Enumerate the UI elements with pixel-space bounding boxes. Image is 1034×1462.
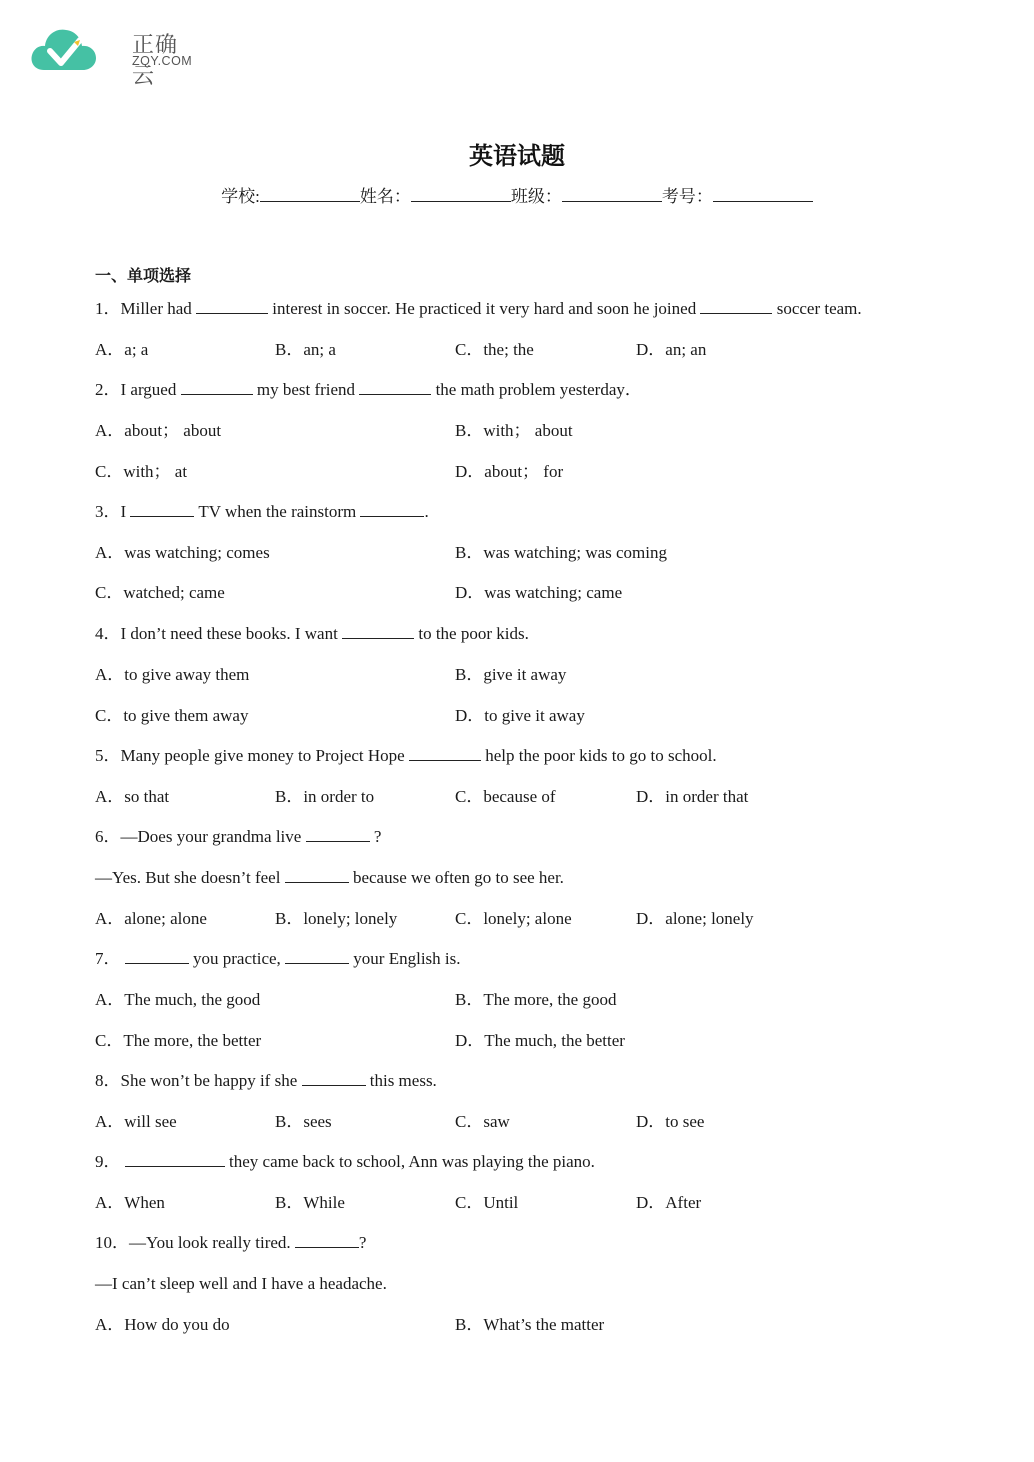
question-5: 5．Many people give money to Project Hope help the poor kids to go to school. [95, 746, 717, 765]
answer-blank [700, 298, 772, 314]
question-4: 4．I don’t need these books. I want to the poor kids. [95, 624, 529, 643]
answer-blank [285, 867, 349, 883]
option-b: B．an; a [275, 340, 336, 359]
option-d: D．alone; lonely [636, 909, 754, 928]
option-a: A．a; a [95, 340, 149, 359]
option-c: C．with； at [95, 462, 188, 481]
answer-blank [295, 1232, 359, 1248]
student-info-line [0, 182, 1034, 207]
option-b: B．While [275, 1193, 345, 1212]
question-10-reply: —I can’t sleep well and I have a headache. [95, 1274, 387, 1293]
option-a: A．was watching; comes [95, 543, 270, 562]
option-b: B．was watching; was coming [455, 543, 667, 562]
answer-blank [360, 501, 424, 517]
question-6: 6．—Does your grandma live ? [95, 827, 382, 846]
question-10: 10．—You look really tired. ? [95, 1233, 367, 1252]
exam-no-blank [713, 187, 813, 202]
logo-text-en: ZQY.COM [132, 54, 193, 68]
answer-blank [285, 948, 349, 964]
answer-blank [125, 948, 189, 964]
question-2: 2．I argued my best friend the math problem yesterday． [95, 380, 642, 399]
option-b: B．give it away [455, 665, 567, 684]
question-9: 9． they came back to school, Ann was playing the piano. [95, 1152, 595, 1171]
logo-text-cn: 正确云 [132, 33, 179, 89]
option-d: D．an; an [636, 340, 707, 359]
answer-blank [306, 826, 370, 842]
option-c: C．watched; came [95, 583, 225, 602]
question-8: 8．She won’t be happy if she this mess. [95, 1071, 437, 1090]
option-d: D．to give it away [455, 706, 585, 725]
option-d: D．After [636, 1193, 702, 1212]
option-b: B．in order to [275, 787, 375, 806]
class-label: 班级： [510, 187, 562, 206]
option-d: D．was watching; came [455, 583, 623, 602]
answer-blank [130, 501, 194, 517]
option-b: B．with； about [455, 421, 573, 440]
option-d: D．about； for [455, 462, 564, 481]
cloud-check-icon [30, 24, 100, 74]
option-b: B．What’s the matter [455, 1315, 605, 1334]
option-a: A．alone; alone [95, 909, 207, 928]
option-a: A．will see [95, 1112, 177, 1131]
answer-blank [196, 298, 268, 314]
exam-no-label: 考号： [661, 187, 713, 206]
question-7: 7． you practice, your English is. [95, 949, 461, 968]
option-d: D．The much, the better [455, 1031, 625, 1050]
option-c: C．the; the [455, 340, 534, 359]
answer-blank [181, 379, 253, 395]
option-b: B．The more, the good [455, 990, 617, 1009]
answer-blank [302, 1070, 366, 1086]
option-c: C．because of [455, 787, 556, 806]
option-c: C．Until [455, 1193, 519, 1212]
class-blank [562, 187, 662, 202]
question-6-reply: —Yes. But she doesn’t feel because we often go to see her. [95, 868, 564, 887]
name-blank [411, 187, 511, 202]
school-blank [260, 187, 360, 202]
logo [30, 24, 200, 89]
option-d: D．to see [636, 1112, 705, 1131]
option-a: A．When [95, 1193, 165, 1212]
page-title: 英语试题 [469, 142, 565, 170]
option-a: A．The much, the good [95, 990, 261, 1009]
option-a: A．so that [95, 787, 170, 806]
name-label: 姓名： [359, 187, 411, 206]
option-b: B．sees [275, 1112, 332, 1131]
option-d: D．in order that [636, 787, 749, 806]
option-c: C．lonely; alone [455, 909, 572, 928]
option-b: B．lonely; lonely [275, 909, 398, 928]
answer-blank [409, 745, 481, 761]
option-a: A．How do you do [95, 1315, 230, 1334]
section-title: 一、单项选择 [95, 266, 192, 285]
answer-blank [125, 1151, 225, 1167]
school-label: 学校: [221, 187, 260, 206]
option-a: A．to give away them [95, 665, 250, 684]
question-1: 1．Miller had interest in soccer. He practiced it very hard and soon he joined soccer team. [95, 299, 862, 318]
option-c: C．to give them away [95, 706, 249, 725]
question-3: 3．I TV when the rainstorm . [95, 502, 429, 521]
option-c: C．saw [455, 1112, 510, 1131]
option-c: C．The more, the better [95, 1031, 262, 1050]
option-a: A．about； about [95, 421, 222, 440]
answer-blank [342, 623, 414, 639]
answer-blank [359, 379, 431, 395]
